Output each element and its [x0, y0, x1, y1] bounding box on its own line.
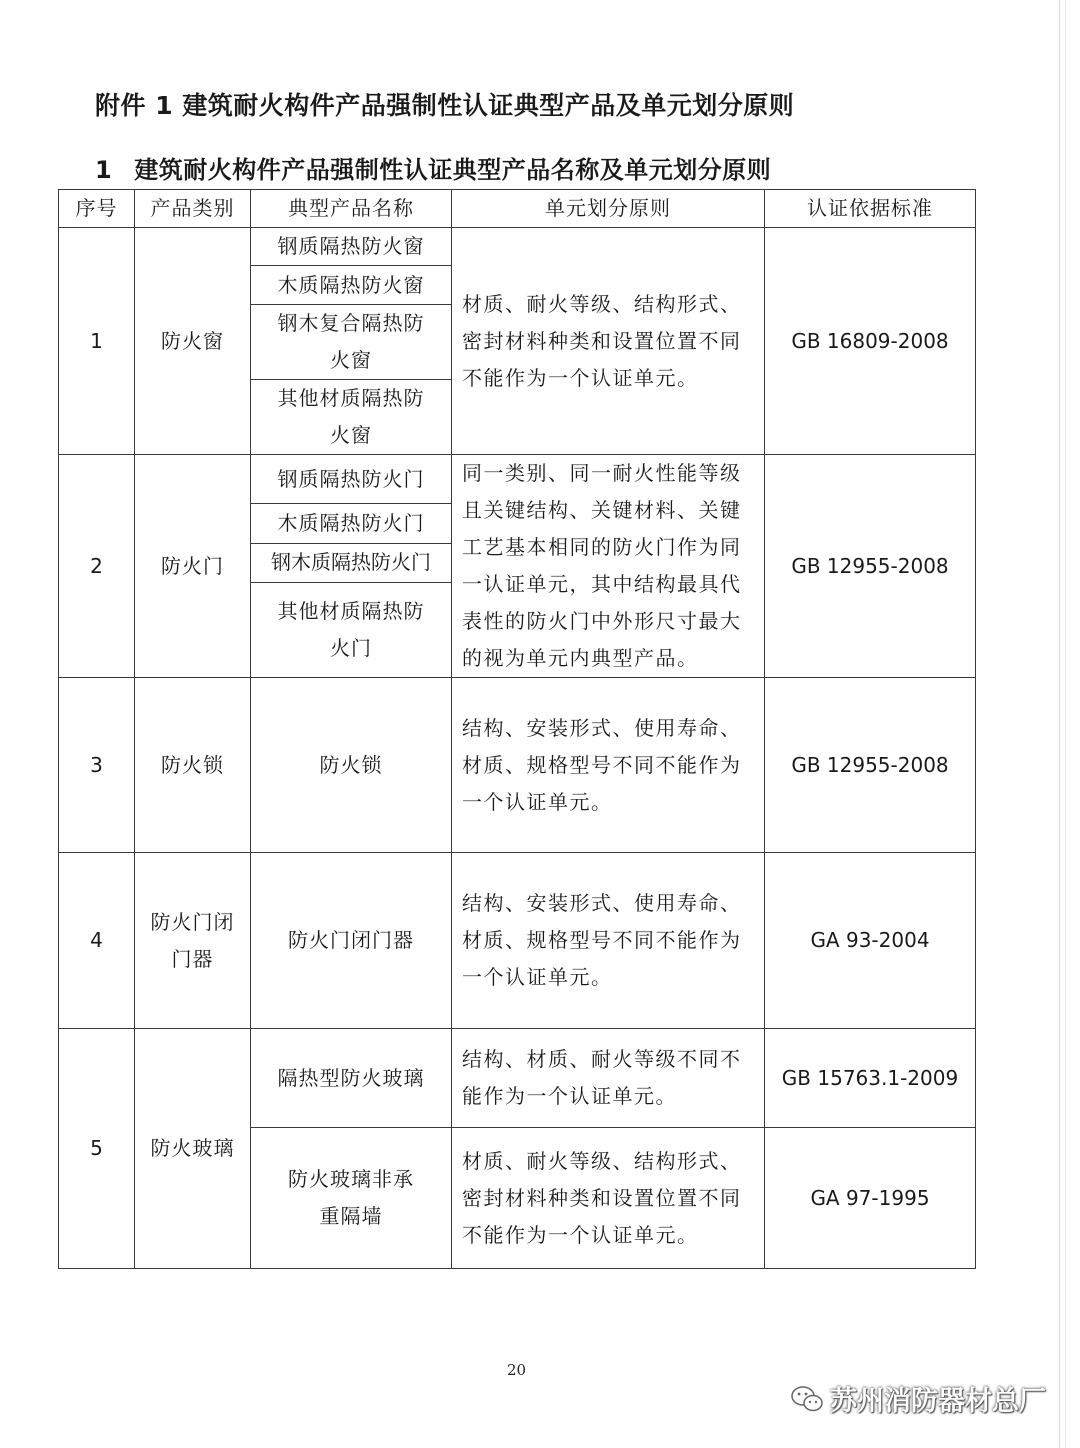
- watermark-text: 苏州消防器材总厂: [830, 1386, 1046, 1417]
- product-name: 钢质隔热防火门: [251, 455, 452, 504]
- section-title-text: 建筑耐火构件产品强制性认证典型产品名称及单元划分原则: [134, 156, 772, 184]
- table-row: [59, 1029, 976, 1128]
- row-no: 3: [59, 678, 135, 853]
- certification-standard: GA 97-1995: [765, 1128, 976, 1269]
- product-name: 木质隔热防火窗: [251, 266, 452, 305]
- certification-standard: GB 16809-2008: [765, 228, 976, 455]
- wechat-icon: [790, 1384, 824, 1414]
- certification-standard: GB 12955-2008: [765, 678, 976, 853]
- row-category: 防火玻璃: [135, 1029, 251, 1269]
- row-category: 防火门: [135, 455, 251, 678]
- product-name: 钢质隔热防火窗: [251, 228, 452, 266]
- unit-principle: 结构、安装形式、使用寿命、材质、规格型号不同不能作为一个认证单元。: [452, 853, 765, 1029]
- row-no: 5: [59, 1029, 135, 1269]
- unit-principle: 结构、材质、耐火等级不同不能作为一个认证单元。: [452, 1029, 765, 1128]
- section-title: [95, 150, 771, 185]
- header-standard: 认证依据标准: [765, 190, 976, 228]
- table-row: [59, 853, 976, 1029]
- header-category: 产品类别: [135, 190, 251, 228]
- product-name: 隔热型防火玻璃: [251, 1029, 452, 1128]
- product-name: 防火门闭门器: [251, 853, 452, 1029]
- table-row: [59, 678, 976, 853]
- attachment-title: 附件 1 建筑耐火构件产品强制性认证典型产品及单元划分原则: [95, 91, 795, 120]
- row-category: 防火锁: [135, 678, 251, 853]
- header-product-name: 典型产品名称: [251, 190, 452, 228]
- unit-principle: 同一类别、同一耐火性能等级且关键结构、关键材料、关键工艺基本相同的防火门作为同一认证单元，其中结构最具代表性的防火门中外形尺寸最大的视为单元内典型产品。: [452, 455, 765, 678]
- product-name: 防火锁: [251, 678, 452, 853]
- unit-principle: 材质、耐火等级、结构形式、密封材料种类和设置位置不同不能作为一个认证单元。: [452, 228, 765, 455]
- certification-standard: GA 93-2004: [765, 853, 976, 1029]
- certification-standard: GB 12955-2008: [765, 455, 976, 678]
- row-category: 防火窗: [135, 228, 251, 455]
- header-unit-principle: 单元划分原则: [452, 190, 765, 228]
- product-name: 钢木质隔热防火门: [251, 543, 452, 582]
- table-header-row: [59, 190, 976, 228]
- row-no: 4: [59, 853, 135, 1029]
- table-row: [59, 228, 976, 266]
- row-no: 2: [59, 455, 135, 678]
- watermark: [790, 1379, 1046, 1418]
- unit-principle: 材质、耐火等级、结构形式、密封材料种类和设置位置不同不能作为一个认证单元。: [452, 1128, 765, 1269]
- unit-principle: 结构、安装形式、使用寿命、材质、规格型号不同不能作为一个认证单元。: [452, 678, 765, 853]
- product-name: 防火玻璃非承重隔墙: [251, 1128, 452, 1269]
- page-edge: [1059, 0, 1060, 1448]
- page-edge-secondary: [1065, 0, 1066, 1448]
- table-row: [59, 455, 976, 504]
- certification-standard: GB 15763.1-2009: [765, 1029, 976, 1128]
- page-number: 20: [506, 1361, 527, 1379]
- product-name: 钢木复合隔热防火窗: [251, 305, 452, 380]
- header-no: 序号: [59, 190, 135, 228]
- row-no: 1: [59, 228, 135, 455]
- certification-table: [58, 189, 976, 1269]
- product-name: 其他材质隔热防火门: [251, 583, 452, 678]
- product-name: 其他材质隔热防火窗: [251, 380, 452, 455]
- section-number: 1: [95, 156, 113, 184]
- product-name: 木质隔热防火门: [251, 504, 452, 543]
- row-category: 防火门闭门器: [135, 853, 251, 1029]
